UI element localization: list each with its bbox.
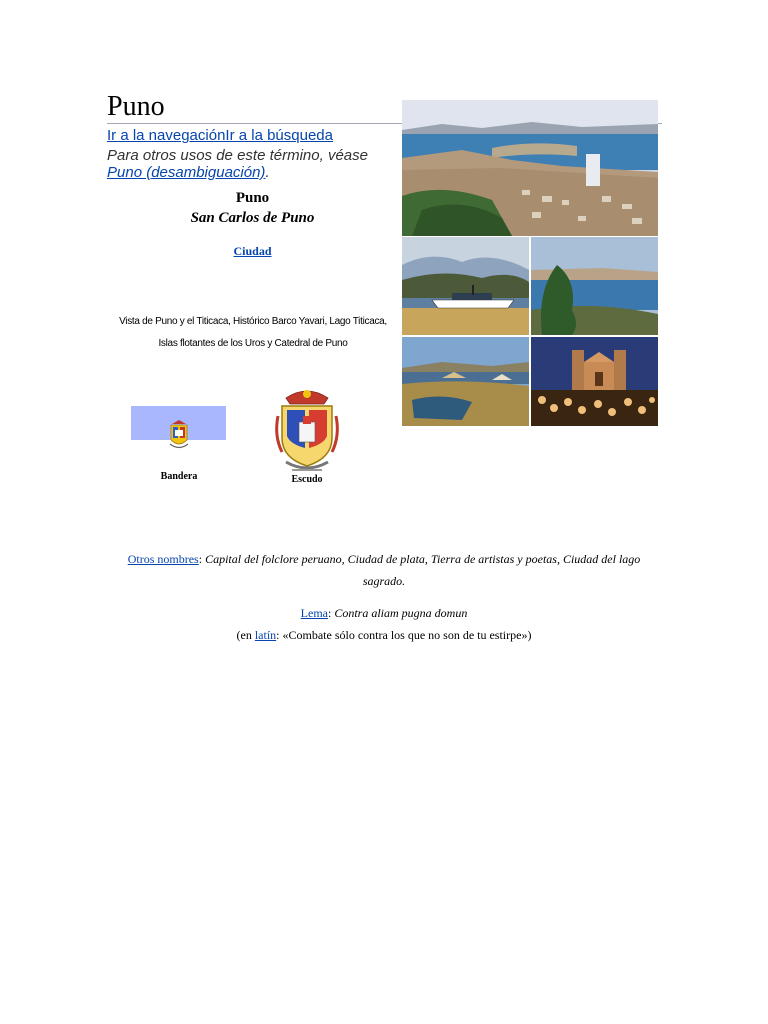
- page-title: Puno: [107, 91, 165, 122]
- colon: :: [198, 552, 203, 566]
- motto-link[interactable]: Lema: [300, 606, 328, 620]
- other-names-link[interactable]: Otros nombres: [127, 552, 199, 566]
- disambiguation-prefix: Para otros usos de este término, véase: [107, 147, 368, 164]
- infobox-type-link-wrap: [150, 244, 355, 259]
- infobox-name: Puno: [235, 190, 270, 206]
- disambiguation-link[interactable]: Puno (desambiguación): [107, 164, 266, 181]
- flag-label: Bandera: [160, 471, 198, 482]
- floating-islands-photo: [402, 337, 529, 426]
- panorama-photo: [402, 100, 658, 236]
- disambiguation-suffix: .: [265, 164, 270, 181]
- infobox-full-name: San Carlos de Puno: [190, 210, 315, 226]
- disambiguation-note: [107, 147, 387, 181]
- city-type-link[interactable]: Ciudad: [233, 244, 272, 258]
- coat-of-arms-icon: [272, 386, 342, 476]
- cathedral-photo: [531, 337, 658, 426]
- photo-collage: [402, 100, 658, 426]
- other-names: [108, 548, 660, 592]
- latin-link[interactable]: latín: [254, 628, 277, 642]
- flag-emblem-icon: [166, 418, 192, 456]
- image-caption: Vista de Puno y el Titicaca, Histórico Barco Yavari, Lago Titicaca, Islas flotantes de los Uros y Catedral de Puno: [119, 316, 387, 349]
- motto-translation-prefix: (en: [236, 628, 255, 642]
- boat-photo: [402, 237, 529, 335]
- coat-label: Escudo: [291, 474, 323, 485]
- colon: :: [327, 606, 332, 620]
- motto-translation-text: : «Combate sólo contra los que no son de tu estirpe»): [276, 628, 532, 642]
- motto: [108, 604, 660, 622]
- motto-value: Contra aliam pugna domun: [331, 606, 468, 620]
- motto-translation: [108, 626, 660, 644]
- skip-navigation-link[interactable]: Ir a la navegaciónIr a la búsqueda: [107, 127, 333, 144]
- lake-photo: [531, 237, 658, 335]
- other-names-value: Capital del folclore peruano, Ciudad de plata, Tierra de artistas y poetas, Ciudad del lago sagrado.: [202, 552, 641, 588]
